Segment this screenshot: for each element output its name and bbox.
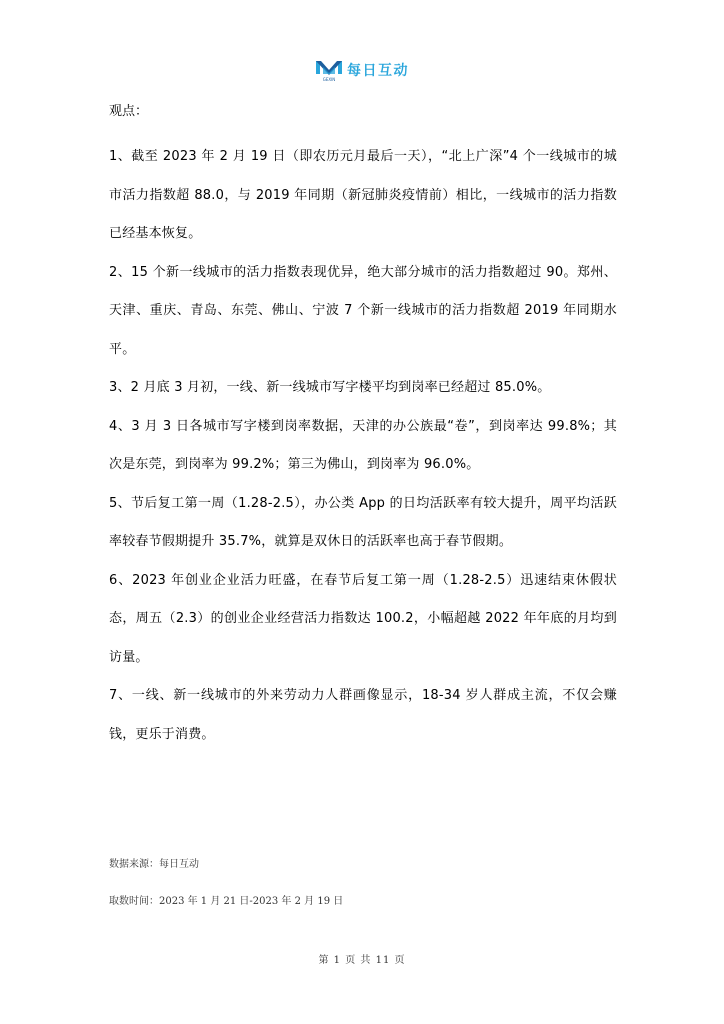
paragraph-4: 4、3 月 3 日各城市写字楼到岗率数据，天津的办公族最“卷”，到岗率达 99.8%；其次是东莞，到岗率为 99.2%；第三为佛山，到岗率为 96.0%。 — [109, 418, 617, 472]
data-source-note: 数据来源：每日互动 — [109, 859, 199, 870]
paragraph-2: 2、15 个新一线城市的活力指数表现优异，绝大部分城市的活力指数超过 90。郑州、天津、重庆、青岛、东莞、佛山、宁波 7 个新一线城市的活力指数超 2019 年同期水平。 — [109, 264, 617, 357]
paragraph-7: 7、一线、新一线城市的外来劳动力人群画像显示，18-34 岁人群成主流，不仅会赚钱，更乐于消费。 — [109, 688, 617, 742]
paragraph-5: 5、节后复工第一周（1.28-2.5），办公类 App 的日均活跃率有较大提升，周平均活跃率较春节假期提升 35.7%，就算是双休日的活跃率也高于春节假期。 — [109, 495, 617, 549]
page-number: 第 1 页 共 11 页 — [318, 955, 406, 966]
page-header — [0, 58, 724, 82]
paragraph-3: 3、2 月底 3 月初，一线、新一线城市写字楼平均到岗率已经超过 85.0%。 — [109, 380, 551, 395]
section-label: 观点： — [109, 104, 149, 119]
main-content — [109, 100, 617, 754]
paragraph-6: 6、2023 年创业企业活力旺盛，在春节后复工第一周（1.28-2.5）迅速结束休假状态，周五（2.3）的创业企业经营活力指数达 100.2，小幅超越 2022 年年底的月均到访量。 — [109, 572, 617, 665]
logo-subtext: GEXIN — [322, 77, 336, 82]
paragraph-1: 1、截至 2023 年 2 月 19 日（即农历元月最后一天），“北上广深”4 个一线城市的城市活力指数超 88.0，与 2019 年同期（新冠肺炎疫情前）相比，一线城市的活力指数已经基本恢复。 — [109, 149, 617, 241]
brand-name: 每日互动 — [347, 63, 409, 79]
company-logo-icon — [315, 58, 343, 82]
data-period-note: 取数时间：2023 年 1 月 21 日-2023 年 2 月 19 日 — [109, 896, 344, 907]
